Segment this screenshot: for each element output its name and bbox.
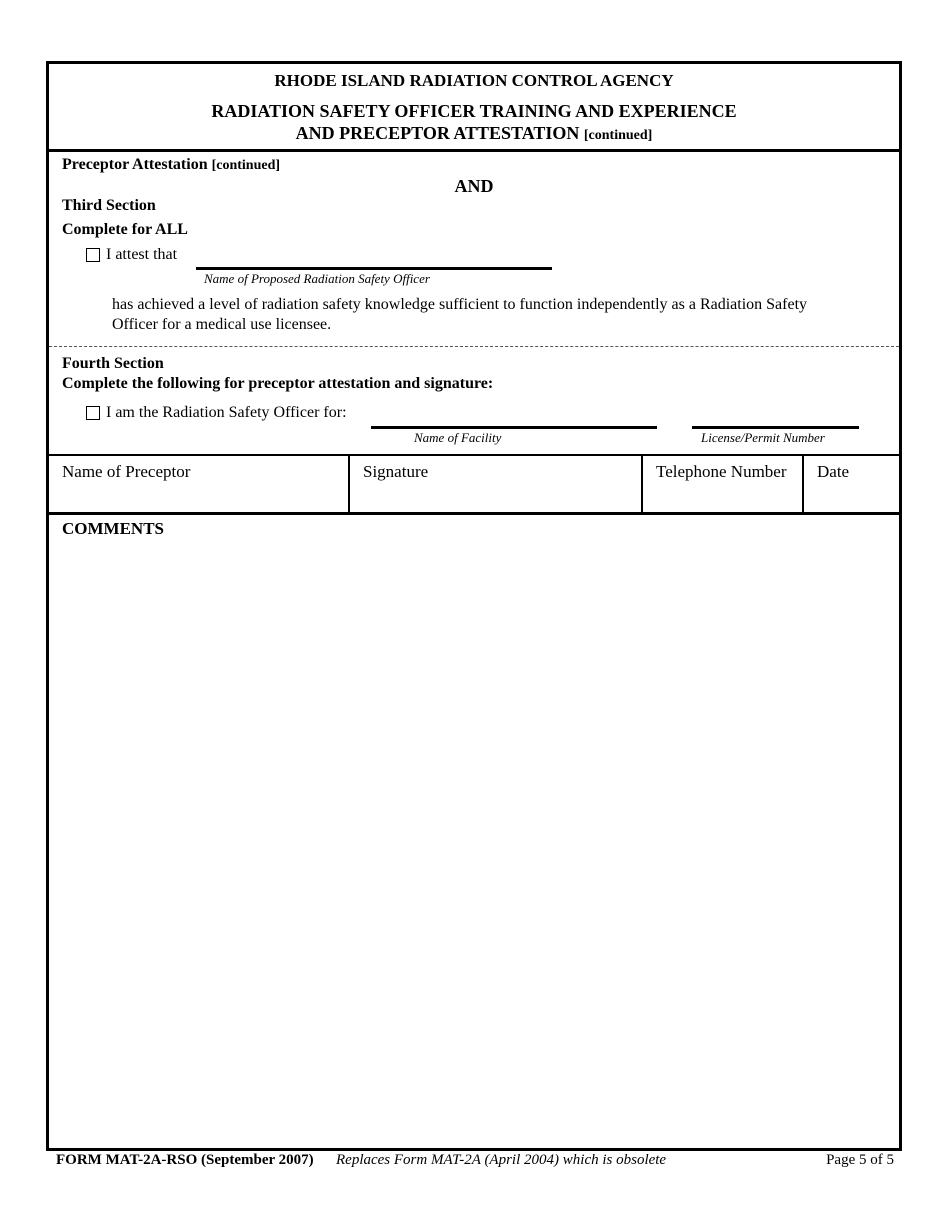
license-number-field[interactable] xyxy=(692,426,859,429)
rso-for-label: I am the Radiation Safety Officer for: xyxy=(106,404,347,421)
rso-name-caption: Name of Proposed Radiation Safety Officer xyxy=(204,271,430,286)
replaces-note: Replaces Form MAT-2A (April 2004) which is obsolete xyxy=(336,1152,667,1168)
preceptor-heading-suffix: [continued] xyxy=(211,158,281,173)
rso-name-field[interactable] xyxy=(196,267,552,270)
attest-label: I attest that xyxy=(106,246,178,263)
fourth-section-title: Fourth Section xyxy=(62,355,164,372)
facility-caption: Name of Facility xyxy=(414,430,502,445)
preceptor-name-cell[interactable] xyxy=(49,456,350,512)
rso-for-checkbox[interactable] xyxy=(86,406,100,420)
preceptor-name-label: Name of Preceptor xyxy=(62,462,191,481)
preceptor-heading-text: Preceptor Attestation xyxy=(62,156,208,173)
fourth-section-subtitle: Complete the following for preceptor attestation and signature: xyxy=(62,375,494,392)
signature-label: Signature xyxy=(363,462,429,481)
third-section-title: Third Section xyxy=(62,197,156,214)
form-title-line1: RADIATION SAFETY OFFICER TRAINING AND EXPERIENCE xyxy=(211,101,737,121)
agency-name: RHODE ISLAND RADIATION CONTROL AGENCY xyxy=(274,71,674,90)
telephone-cell[interactable] xyxy=(643,456,804,512)
comments-area[interactable] xyxy=(49,542,899,1148)
attest-checkbox[interactable] xyxy=(86,248,100,262)
license-caption: License/Permit Number xyxy=(701,430,825,445)
form-title-line2-text: AND PRECEPTOR ATTESTATION xyxy=(295,123,580,143)
and-label: AND xyxy=(454,176,494,196)
attest-statement-line2: Officer for a medical use licensee. xyxy=(112,316,332,333)
form-title-suffix: [continued] xyxy=(583,128,653,143)
preceptor-heading xyxy=(62,156,280,174)
signature-cell[interactable] xyxy=(350,456,643,512)
attest-statement-line1: has achieved a level of radiation safety knowledge sufficient to function independently as a Radiation Safety xyxy=(112,296,808,313)
telephone-label: Telephone Number xyxy=(656,462,787,481)
section-divider xyxy=(49,346,899,347)
form-id: FORM MAT-2A-RSO (September 2007) xyxy=(56,1152,314,1168)
signature-row xyxy=(49,454,899,515)
page-number: Page 5 of 5 xyxy=(826,1152,894,1168)
form-title-line2 xyxy=(49,123,899,144)
date-cell[interactable] xyxy=(804,456,899,512)
comments-title: COMMENTS xyxy=(62,519,164,538)
facility-name-field[interactable] xyxy=(371,426,657,429)
date-label: Date xyxy=(817,462,850,481)
form-frame xyxy=(46,61,902,1151)
form-header xyxy=(49,64,899,152)
third-section-subtitle: Complete for ALL xyxy=(62,221,188,238)
